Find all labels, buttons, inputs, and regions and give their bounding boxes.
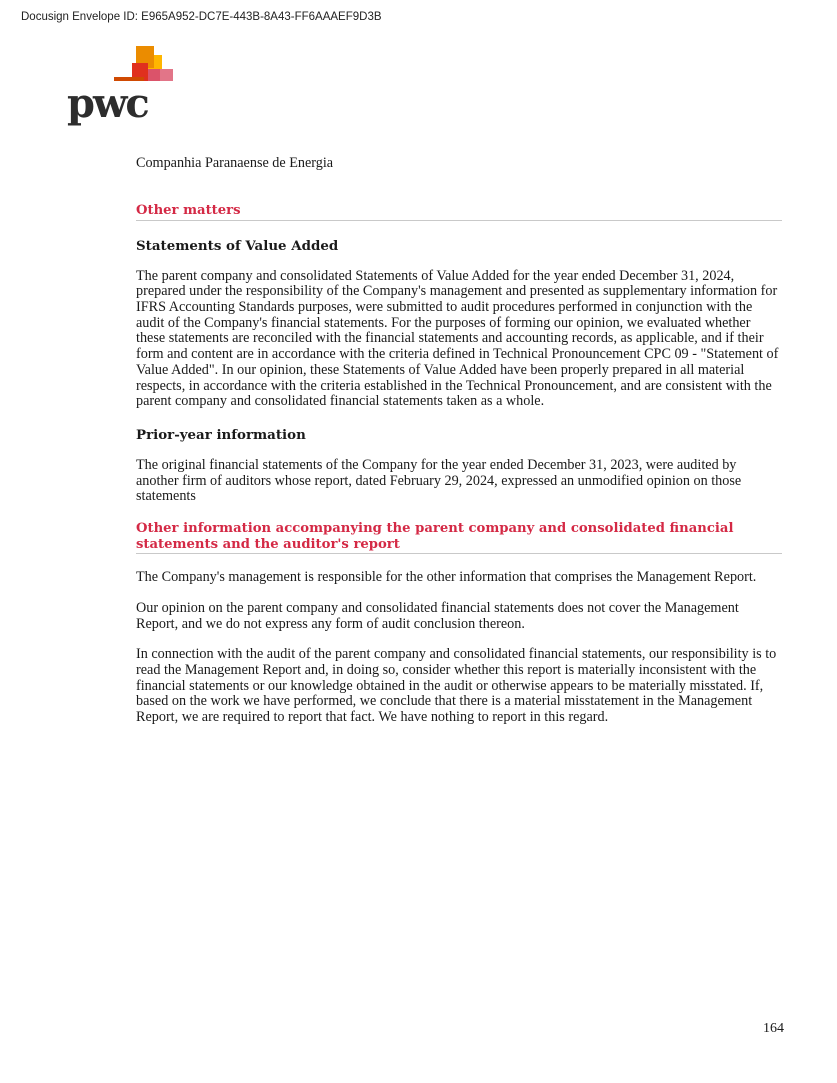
other-information-paragraph-3: In connection with the audit of the parent company and consolidated financial statements, our responsibility is to read the Management Report and, in doing so, consider whether this report is materially inconsistent with the financial statements or our knowledge obtained in the audit or otherwise appears to be materially misstated. If, based on the work we have performed, we conclude that there is a material misstatement in the Management Report, we are required to report that fact. We have nothing to report in this regard. [136,646,777,726]
prior-year-paragraph: The original financial statements of the Company for the year ended December 31, 2023, were audited by another firm of auditors whose report, dated February 29, 2024, expressed an unmodified opinion on those statements [136,456,742,505]
statements-value-added-heading: Statements of Value Added [136,237,339,254]
other-information-paragraph-2: Our opinion on the parent company and consolidated financial statements does not cover the Management Report, and we do not express any form of audit conclusion thereon. [136,599,739,632]
other-matters-heading: Other matters [136,203,782,221]
pwc-logo [66,43,174,128]
logo-wordmark: pwc [67,80,148,127]
page-number: 164 [763,1021,784,1036]
other-information-heading: Other information accompanying the parent company and consolidated financial statements and the auditor's report [136,521,782,554]
other-information-paragraph-1: The Company's management is responsible for the other information that comprises the Management Report. [136,569,757,586]
report-body [136,155,782,726]
logo-block-rose [158,69,173,81]
company-name: Companhia Paranaense de Energia [136,155,334,171]
docusign-envelope-id: Docusign Envelope ID: E965A952-DC7E-443B-8A43-FF6AAAEF9D3B [21,11,382,23]
statements-value-added-paragraph: The parent company and consolidated Statements of Value Added for the year ended December 31, 2024, prepared under the responsibility of the Company's management and presented as supplementary information for IFRS Accounting Standards purposes, were submitted to audit procedures performed in conjunction with the audit of the Company's financial statements. For the purposes of forming our opinion, we evaluated whether these statements are reconciled with the financial statements and accounting records, as applicable, and if their form and content are in accordance with the criteria defined in Technical Pronouncement CPC 09 - "Statement of Value Added". In our opinion, these Statements of Value Added have been properly prepared in all material respects, in accordance with the criteria established in the Technical Pronouncement, and are consistent with the parent company and consolidated financial statements taken as a whole. [136,267,779,410]
prior-year-heading: Prior-year information [136,426,306,443]
